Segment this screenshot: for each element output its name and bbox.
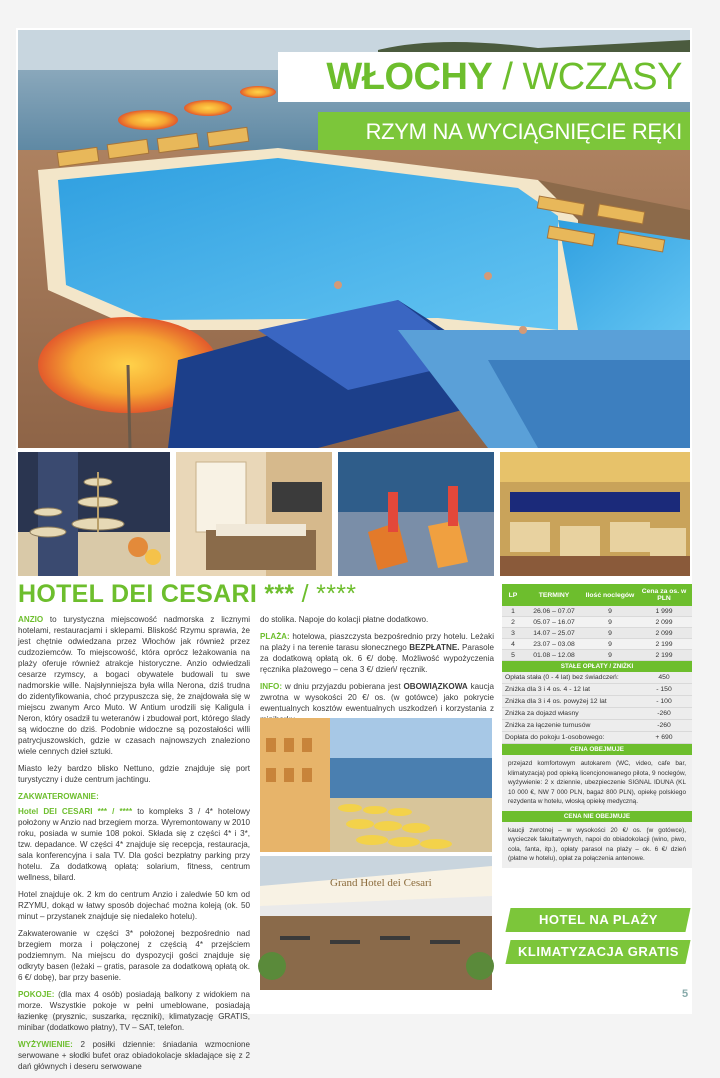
fee-label: Zniżka dla 3 i 4 os. powyżej 12 lat bbox=[505, 698, 607, 705]
text-beach-b: Parasole za dodatkową opłatą ok. 6 €/ dobę. Możliwość wypożyczenia ręcznika plażowego – cena 3 €/ dzień/ ręcznik. bbox=[260, 643, 494, 674]
text-beach-a: hotelowa, piaszczysta bezpośrednio przy hotelu. Leżaki na plaży i na terenie tarasu słonecznego bbox=[260, 632, 494, 652]
cell-nights: 9 bbox=[608, 618, 612, 626]
table-row bbox=[502, 617, 692, 628]
lead-hotel: Hotel DEI CESARI *** / **** bbox=[18, 807, 133, 816]
fee-row bbox=[502, 720, 692, 732]
cell-term: 26.06 – 07.07 bbox=[533, 607, 575, 615]
cell-term: 23.07 – 03.08 bbox=[533, 640, 575, 648]
lead-beach: PLAŻA: bbox=[260, 632, 290, 641]
cell-price: 2 199 bbox=[655, 640, 673, 648]
badge-beach-label: HOTEL NA PLAŻY bbox=[538, 912, 658, 927]
page-number: 5 bbox=[682, 988, 689, 1000]
text-beach-bold: BEZPŁATNE. bbox=[409, 643, 460, 652]
fee-row bbox=[502, 696, 692, 708]
lead-rooms: POKOJE: bbox=[18, 990, 55, 999]
text-info-bold: OBOWIĄZKOWA bbox=[403, 682, 468, 691]
lead-anzio: ANZIO bbox=[18, 615, 44, 624]
badge-beach bbox=[505, 908, 690, 932]
thumbnail-buffet bbox=[18, 452, 170, 576]
cell-lp: 1 bbox=[511, 607, 515, 615]
cell-term: 01.08 – 12.08 bbox=[533, 651, 575, 659]
paragraph-anzio bbox=[18, 614, 250, 757]
badge-air-conditioning bbox=[505, 940, 690, 964]
header-price: Cena za os. w PLN bbox=[641, 588, 687, 602]
cell-nights: 9 bbox=[608, 629, 612, 637]
fee-row bbox=[502, 708, 692, 720]
text-info-b: kaucja zwrotna w wysokości 20 €/ os. (w gotówce) jako pokrycie ewentualnych kosztów ewentualnych uszkodzeń i korzystania z bbox=[260, 682, 494, 713]
table-row bbox=[502, 628, 692, 639]
includes-text: przejazd komfortowym autokarem (WC, video, cafe bar, klimatyzacja) pod opieką licencjonowanego pilota, 9 noclegów, wyżywienie: 2 x dziennie, ubezpieczenie SIGNAL IDUNA (KL 10 000 €, NW 7 000 PLN, bagaż 800 PLN), opiekę polskiego rezydenta w hotelu, włoską opiekę medyczną. bbox=[502, 755, 692, 811]
price-table-header bbox=[502, 584, 692, 606]
thumbnail-drinks bbox=[338, 452, 494, 576]
header-terms: TERMINY bbox=[538, 591, 570, 599]
fee-row bbox=[502, 732, 692, 744]
cell-price: 2 099 bbox=[655, 618, 673, 626]
fee-value: - 150 bbox=[656, 686, 672, 693]
paragraph-rooms bbox=[18, 989, 250, 1033]
title-banner bbox=[278, 52, 690, 102]
page-title bbox=[326, 56, 682, 98]
paragraph-nettuno: Miasto leży bardzo blisko Nettuno, gdzie znajduje się port turystyczny i duże centrum jachtingu. bbox=[18, 764, 250, 784]
photo-sign-text: Grand Hotel dei Cesari bbox=[330, 877, 432, 889]
paragraph-location: Hotel znajduje ok. 2 km do centrum Anzio i zaledwie 50 km od RZYMU, dokąd w łatwy sposób dojechać można koleją (ok. 50 minut – przystanek znajduje się niedaleko hotelu). bbox=[18, 890, 250, 921]
section-header-accommodation: ZAKWATEROWANIE: bbox=[18, 792, 99, 801]
price-table bbox=[502, 584, 692, 868]
photo-terrace bbox=[260, 856, 492, 990]
cell-nights: 9 bbox=[608, 651, 612, 659]
hotel-stars-primary: *** bbox=[257, 580, 295, 608]
thumbnail-restaurant bbox=[500, 452, 690, 576]
page-subtitle: RZYM NA WYCIĄGNIĘCIE RĘKI bbox=[365, 119, 682, 144]
paragraph-meals bbox=[18, 1039, 250, 1072]
lead-info: INFO: bbox=[260, 682, 283, 691]
hotel-stars-secondary: / **** bbox=[294, 580, 357, 608]
paragraph-drinks: do stolika. Napoje do kolacji płatne dodatkowo. bbox=[260, 615, 429, 624]
cell-price: 2 199 bbox=[655, 651, 673, 659]
cell-price: 1 999 bbox=[655, 607, 673, 615]
fee-value: -260 bbox=[657, 722, 671, 729]
cell-lp: 2 bbox=[511, 618, 515, 626]
paragraph-hotel bbox=[18, 806, 250, 883]
thumbnail-strip bbox=[18, 452, 690, 576]
cell-price: 2 099 bbox=[655, 629, 673, 637]
excludes-text: kaucji zwrotnej – w wysokości 20 €/ os. (w gotówce), wycieczek fakultatywnych, napoi do obiadokolacji (wino, piwo, cola, fanta, itp.), opłaty parasol na plaży – ok. 6 €/ dzień (płatne w hotelu), opłat za połączenia antenowe. bbox=[502, 822, 692, 868]
cell-nights: 9 bbox=[608, 640, 612, 648]
fee-value: 450 bbox=[658, 674, 670, 681]
hotel-title bbox=[18, 580, 356, 609]
description-column-1 bbox=[18, 614, 250, 1078]
header-nights: Ilość noclegów bbox=[585, 591, 635, 599]
description-column-2 bbox=[260, 614, 494, 731]
includes-section-header: CENA OBEJMUJE bbox=[502, 744, 692, 755]
fees-section-header: STAŁE OPŁATY / ZNIŻKI bbox=[502, 661, 692, 672]
subtitle-banner bbox=[318, 112, 690, 150]
lead-meals: WYŻYWIENIE: bbox=[18, 1040, 73, 1049]
fee-label: Zniżka dla 3 i 4 os. 4 - 12 lat bbox=[505, 686, 591, 693]
text-info-a: w dniu przyjazdu pobierana jest bbox=[282, 682, 404, 691]
text-rooms: (dla max 4 osób) posiadają balkony z widokiem na morze. Wszystkie pokoje w pełni umeblowane, posiadają łazienkę (prysznic, suszarka, ręczniki), klimatyzację GRATIS, minibar (dodatkowo płatny), TV – SAT, telefon. bbox=[18, 990, 250, 1032]
fee-value: -260 bbox=[657, 710, 671, 717]
fee-value: + 690 bbox=[655, 734, 673, 741]
cell-term: 05.07 – 16.07 bbox=[533, 618, 575, 626]
price-rows bbox=[502, 606, 692, 661]
thumbnail-room bbox=[176, 452, 332, 576]
text-anzio: to turystyczna miejscowość nadmorska z licznymi hotelami, restauracjami i sklepami. Bliskość Rzymu sprawia, że jest chętnie odwiedzana przez Włochów jak również przez cudzoziemców. To miejscowość, która oprócz leżakowania na plaży oferuje również atrakcje historyczne. Anzio odwiedzali cesarze rzymscy, a bogaci obywatele budowali tu swe nadmorskie wille. Najsłynniejsza była willa Nerona, dziś trudna do zidentyfikowania, choć przypuszcza się, że znajdowała się w miejscu zwanym Arco Muto. W Antium urodzili się Kaligula i Neron, który osadził tu weteranów i zbudował port, którego ślady są widoczne do dziś. Podobnie widoczne są pozostałości willi patrycjuszowskich, gdzie w czasach najnowszych znaleziono wiele cennych dzieł sztuki. bbox=[18, 615, 250, 756]
fee-label: Zniżka za łączenie turnusów bbox=[505, 722, 591, 729]
paragraph-beach bbox=[260, 631, 494, 675]
photo-beach bbox=[260, 718, 492, 852]
fee-label: Dopłata do pokoju 1-osobowego: bbox=[505, 734, 605, 741]
fee-label: Opłata stała (0 - 4 lat) bez świadczeń: bbox=[505, 674, 619, 681]
title-country: WŁOCHY bbox=[326, 56, 493, 98]
table-row bbox=[502, 606, 692, 617]
cell-lp: 4 bbox=[511, 640, 515, 648]
text-hotel: to kompleks 3 / 4* hotelowy położony w Anzio nad brzegiem morza. Wyremontowany w 2010 roku, posiada w sumie 108 pokoi. Składa się z części 4* i 3*, tzw. depadance. W części 4* znajduje się recepcja, restauracja, sala konferencyjna i sala TV. Dla gości bezpłatny parking przy hotelu. Za dodatkową opłatą: solarium, fitness, centrum wellness, bilard. bbox=[18, 807, 250, 882]
fee-value: - 100 bbox=[656, 698, 672, 705]
title-category: / WCZASY bbox=[492, 56, 682, 98]
badge-ac-label: KLIMATYZACJA GRATIS bbox=[517, 944, 679, 959]
cell-lp: 5 bbox=[511, 651, 515, 659]
fee-row bbox=[502, 672, 692, 684]
cell-term: 14.07 – 25.07 bbox=[533, 629, 575, 637]
fee-label: Zniżka za dojazd własny bbox=[505, 710, 579, 717]
header-lp: LP bbox=[508, 591, 518, 599]
table-row bbox=[502, 650, 692, 661]
fee-row bbox=[502, 684, 692, 696]
text-meals: 2 posiłki dziennie: śniadania wzmocnione serwowane + słodki bufet oraz obiadokolacje składające się z 2 dań głównych i deseru serwowane bbox=[18, 1040, 250, 1071]
paragraph-pool: Zakwaterowanie w części 3* położonej bezpośrednio nad brzegiem morza i połączonej z częścią 4* przejściem podziemnym. Na miejscu do dyspozycji gości znajduje się odkryty basen (leżaki – gratis, parasole za dodatkową opłatą ok. 6 €/ dobę), bar przy basenie. bbox=[18, 929, 250, 982]
cell-nights: 9 bbox=[608, 607, 612, 615]
excludes-section-header: CENA NIE OBEJMUJE bbox=[502, 811, 692, 822]
hotel-name: HOTEL DEI CESARI bbox=[18, 580, 258, 608]
table-row bbox=[502, 639, 692, 650]
cell-lp: 3 bbox=[511, 629, 515, 637]
